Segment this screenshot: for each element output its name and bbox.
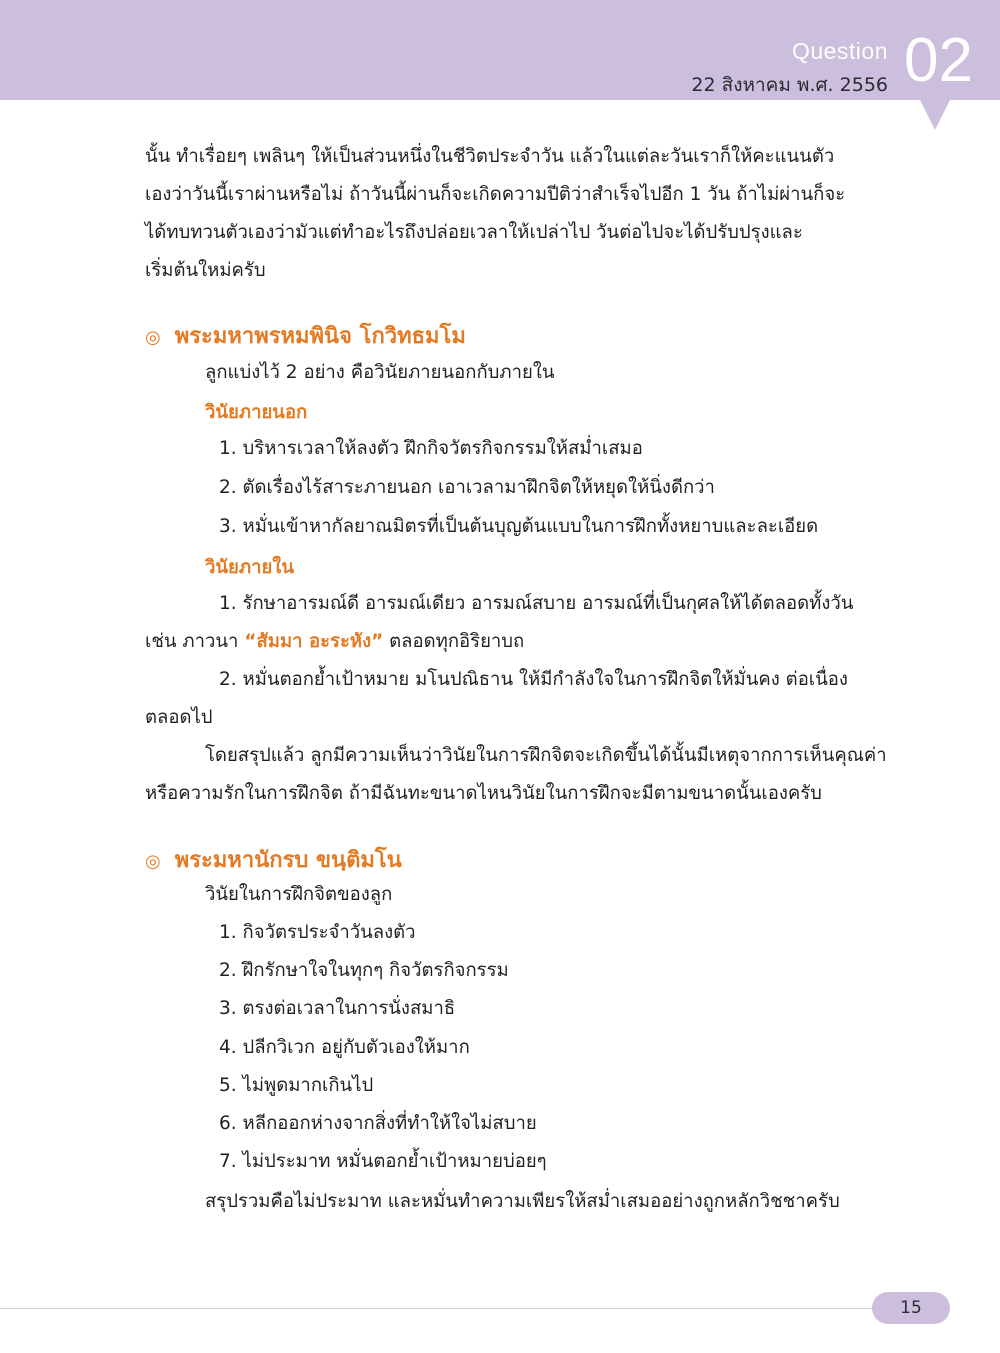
- section1-title: พระมหาพรหมพินิจ โกวิทธมโม: [174, 324, 466, 349]
- section2-item: 2. ฝึกรักษาใจในทุกๆ กิจวัตรกิจกรรม: [219, 960, 509, 981]
- question-date: 22 สิงหาคม พ.ศ. 2556: [691, 74, 888, 96]
- section2-heading: [145, 842, 402, 877]
- section1-intro: ลูกแบ่งไว้ 2 อย่าง คือวินัยภายนอกกับภายใน: [205, 362, 555, 383]
- inner-item-1: 1. รักษาอารมณ์ดี อารมณ์เดียว อารมณ์สบาย อารมณ์ที่เป็นกุศลให้ได้ตลอดทั้งวัน: [219, 593, 854, 614]
- intro-line: ได้ทบทวนตัวเองว่ามัวแต่ทำอะไรถึงปล่อยเวลาให้เปล่าไป วันต่อไปจะได้ปรับปรุงและ: [145, 222, 803, 243]
- outer-item: 3. หมั่นเข้าหากัลยาณมิตรที่เป็นต้นบุญต้นแบบในการฝึกทั้งหยาบและละเอียด: [219, 516, 819, 537]
- footer-rule: [0, 1308, 875, 1309]
- inner-discipline-heading: วินัยภายใน: [205, 557, 294, 578]
- inner-item-2-cont: ตลอดไป: [145, 707, 213, 728]
- section2-title: พระมหานักรบ ขนฺติมโน: [174, 848, 402, 873]
- section2-item: 4. ปลีกวิเวก อยู่กับตัวเองให้มาก: [219, 1037, 470, 1058]
- intro-line: นั้น ทำเรื่อยๆ เพลินๆ ให้เป็นส่วนหนึ่งในชีวิตประจำวัน แล้วในแต่ละวันเราก็ให้คะแนนตัว: [145, 146, 835, 167]
- outer-item: 1. บริหารเวลาให้ลงตัว ฝึกกิจวัตรกิจกรรมให้สม่ำเสมอ: [219, 438, 643, 459]
- outer-discipline-heading: วินัยภายนอก: [205, 402, 308, 423]
- section1-summary-cont: หรือความรักในการฝึกจิต ถ้ามีฉันทะขนาดไหนวินัยในการฝึกจะมีตามขนาดนั้นเองครับ: [145, 783, 822, 804]
- section2-item: 7. ไม่ประมาท หมั่นตอกย้ำเป้าหมายบ่อยๆ: [219, 1151, 547, 1172]
- outer-item: 2. ตัดเรื่องไร้สาระภายนอก เอาเวลามาฝึกจิตให้หยุดให้นิ่งดีกว่า: [219, 477, 715, 498]
- bullet-icon: ◎: [145, 851, 161, 872]
- section2-summary: สรุปรวมคือไม่ประมาท และหมั่นทำความเพียรให้สม่ำเสมออย่างถูกหลักวิชชาครับ: [205, 1191, 840, 1212]
- inner-item-1-cont: [145, 623, 524, 661]
- section2-item: 3. ตรงต่อเวลาในการนั่งสมาธิ: [219, 998, 456, 1019]
- question-label: Question: [791, 38, 888, 64]
- header-notch: [920, 100, 950, 130]
- bullet-icon: ◎: [145, 327, 161, 348]
- section2-item: 6. หลีกออกห่างจากสิ่งที่ทำให้ใจไม่สบาย: [219, 1113, 537, 1134]
- mantra-highlight: “สัมมา อะระหัง”: [244, 631, 384, 652]
- section1-heading: [145, 318, 466, 353]
- section2-item: 5. ไม่พูดมากเกินไป: [219, 1075, 374, 1096]
- section2-item: 1. กิจวัตรประจำวันลงตัว: [219, 922, 416, 943]
- inner-item-1-post: ตลอดทุกอิริยาบถ: [383, 631, 525, 652]
- intro-line: เองว่าวันนี้เราผ่านหรือไม่ ถ้าวันนี้ผ่านก็จะเกิดความปีติว่าสำเร็จไปอีก 1 วัน ถ้าไม่ผ่านก็จะ: [145, 184, 846, 205]
- intro-line: เริ่มต้นใหม่ครับ: [145, 260, 266, 281]
- section1-summary: โดยสรุปแล้ว ลูกมีความเห็นว่าวินัยในการฝึกจิตจะเกิดขึ้นได้นั้นมีเหตุจากการเห็นคุณค่า: [205, 745, 887, 766]
- page-number: 15: [872, 1292, 950, 1324]
- inner-item-2: 2. หมั่นตอกย้ำเป้าหมาย มโนปณิธาน ให้มีกำลังใจในการฝึกจิตให้มั่นคง ต่อเนื่อง: [219, 669, 848, 690]
- question-number: 02: [904, 26, 973, 95]
- inner-item-1-pre: เช่น ภาวนา: [145, 631, 245, 652]
- section2-intro: วินัยในการฝึกจิตของลูก: [205, 884, 393, 905]
